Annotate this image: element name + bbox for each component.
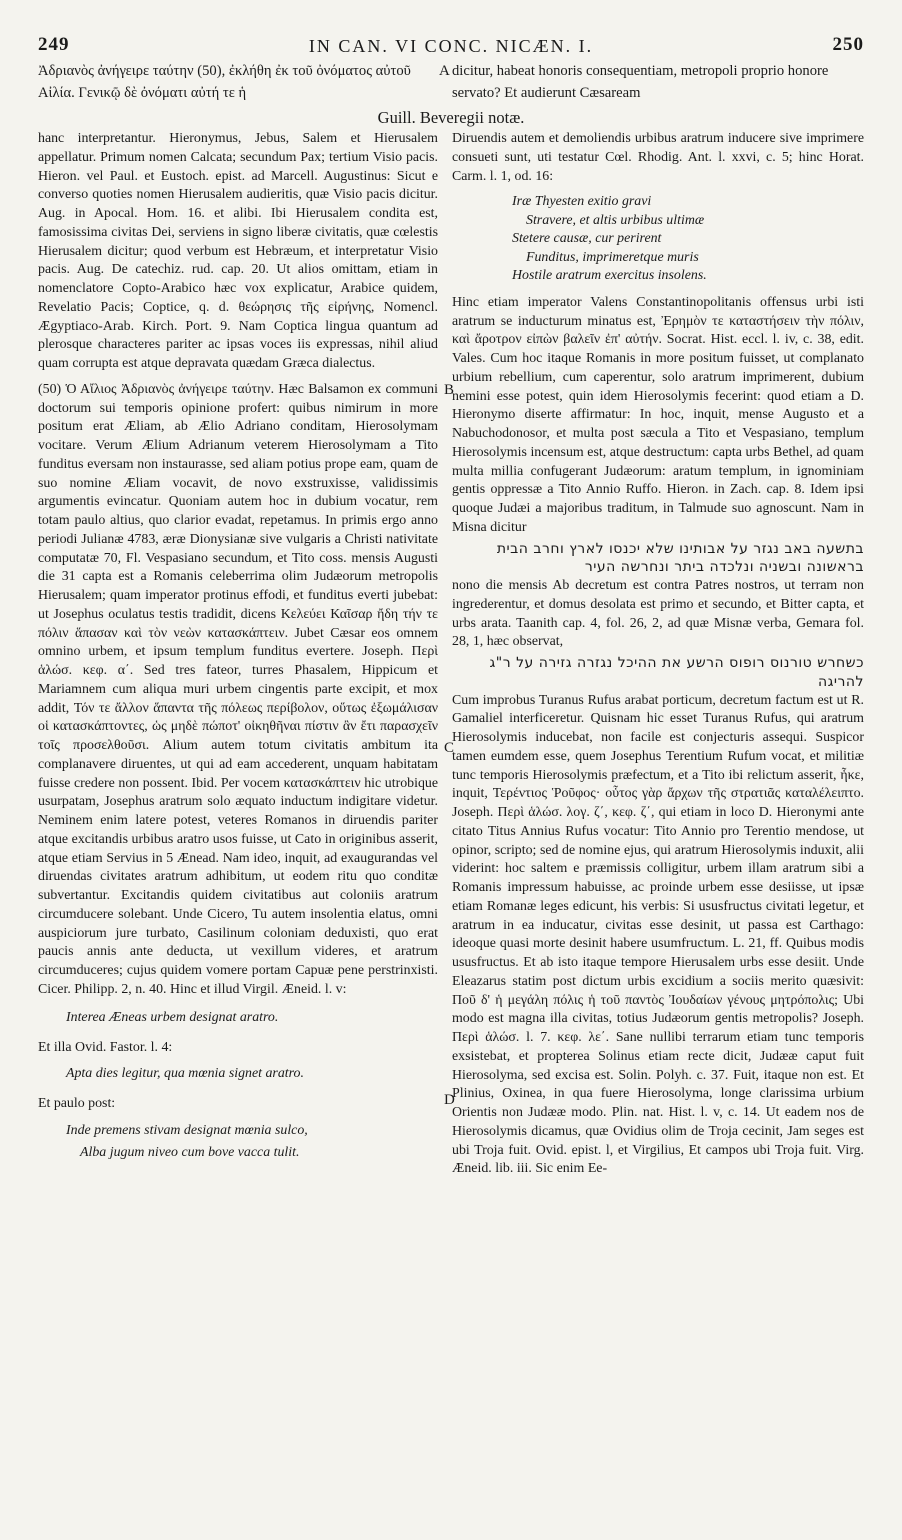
horace-verse (452, 193, 864, 286)
margin-letter-b: B (444, 382, 455, 398)
note-paragraph-1: hanc interpretantur. Hieronymus, Jebus, Salem et Hierusalem appellatur. Primum nomen Calcata; secundum Pax; tertium Visio pacis. Hieron. vel Paul. et Eustoch. epist. ad Marcell. Augustinus: Sicut e converso quoties nomen Hierusalem audieritis, quæ Visio pacis dicitur. Aug. in Apocal. Hom. 16. et alibi. Ibi Hierusalem condita est, famosissima civitas Dei, serviens in signo liberæ civitatis, quæ cœlestis Hierusalem dicitur; quod verbum est Hebræum, et interpretatur Visio pacis. Aug. De catechiz. rud. cap. 20. Ut alios omittam, etiam in nomenclatore Copto-Arabico hæc vox explicatur, Arabice quidem, Revelatio Pacis; Coptice, q. d. θεώρησις τῆς εἰρήνης, Nomencl. Ægyptiaco-Arab. Kirch. Port. 9. Nam Coptica lingua quantum ad plerosque characteres pariter ac ipsas voces iis expressas, nihil aliud quam corrupta est atque depravata quædam Græca dialectus. (38, 131, 438, 371)
ovid-lead: Et illa Ovid. Fastor. l. 4: (38, 1039, 173, 1055)
ovid-verse-2 (38, 1120, 438, 1164)
notes-columns (38, 130, 864, 1186)
notes-heading: Guill. Beveregii notæ. (377, 108, 525, 127)
canon-text-greek: Ἀδριανὸς ἀνήγειρε ταύτην (50), ἐκλήθη ἐκ τοῦ ὀνόματος αὐτοῦ Αἰλία. Γενικῷ δὲ ὀνόματι αὐτή τε ἡ (38, 63, 411, 101)
note-paragraph-rufus: Cum improbus Turanus Rufus arabat porticum, decretum factum est ut R. Gamaliel interficeretur. Quisnam hic esset Turanus Rufus, qui aratrum Hierosolymis inducebat, non facile est conjecturis assequi. Suspicor tamen eumdem esse, quem Josephus Terentium Rufum vocat, et militiæ tunc temporis Hierosolymis præfectum, et a Tito ibi relictum asserit, ἦκε, inquit, Τερέντιος Ῥοῦφος· οὗτος γὰρ ἄρχων τῆς στρατιᾶς καταλέλειπτο. Joseph. Περὶ ἁλώσ. λογ. ζ΄, κεφ. ζ΄, qui etiam in loco D. Hieronymi ante citato Titus Annius Rufus vocatur: Tito Annio pro Terentio mendose, ut opinor, scripto; sed de nomine ejus, qui aratrum Hierosolymis induxit, alii viderint: hoc saltem e præmissis colligitur, urbem illam aratrum sibi a Romanis impressum habuisse, ac proinde urbem esse desiisse, ut ipsæ etiam Romanæ leges edicunt, his verbis: Si ususfructus civitati legetur, et aratrum in ea inducatur, civitas esse desinit, ut passa est Carthago: ideoque quasi morte desinit habere usumfructum. L. 21, ff. Quibus modis ususfructus. Et ab isto itaque tempore Hierusalem urbs esse desiit. Unde Eleazarus statim post dictum urbis excidium a sociis merito quæsivit: Ποῦ δ' ἡ μεγάλη πόλις ἡ τοῦ παντὸς Ἰουδαίων γένους μητρόπολις; Ubi modo est magna illa civitas, totius Judæorum gentis metropolis? Joseph. Περὶ ἁλώσ. l. 7. κεφ. λε΄. Sane nullibi terrarum etiam tunc temporis exsistebat, et propterea Solinus etiam recte dicit, Judææ caput fuit Hierosolyma, sed excisa est. Solin. Polyh. c. 37. Fuit, itaque non est. Et Plinius, Oxinea, in qua fuere Hierosolyma, longe clarissima urbium Orientis non Judææ modo. Plin. nat. Hist. l. v, c. 14. Ut eadem nos de Hierosolymis dicamus, quæ Ovidius olim de Troja cecinit, Jam seges est ubi Troja fuit. Ovid. epist. l, et Virgilius, Et campos ubi Troja fuit. Virg. Æneid. lib. iii. Sic enim Ee- (452, 692, 864, 1177)
verse-line: Hostile aratrum exercitus insolens. (512, 268, 707, 284)
note-paragraph-50: (50) Ὁ Αἴλιος Ἀδριανὸς ἀνήγειρε ταύτην. Hæc Balsamon ex communi doctorum sui temporis opinione profert: quibus nimirum in more positum erat Æliam, ab Ælio Adriano conditam, Hierosolymam vocitare. Verum Ælium Adrianum veterem Hierosolymam a Tito funditus eversam non instaurasse, sed aliam potius prope eam, quam de suo nomine Æliam vocavit, de novo exstruxisse, validissimis argumentis evincatur. Quoniam autem hoc in dubium vocatur, rem totam paulo altius, quo clarior evadat, repetamus. In primis ergo anno periodi Julianæ 4783, æræ Dionysianæ sive vulgaris a Christi nativitate computatæ 70, Fl. Vespasiano secundum, et Tito coss. mensis Augusti die 31 capta est a Romanis celeberrima olim Judæorum metropolis Hierusalem; quam imperator protinus effodi, et funditus everti jubebat: ut Josephus oculatus testis tradidit, dicens Κελεύει Καῖσαρ ἤδη τήν τε πόλιν ἅπασαν καὶ τὸν νεὼν κατασκάπτειν. Jubet Cæsar eos omnem omnino urbem, et ipsum templum funditus evertere. Joseph. Περὶ ἁλώσ. κεφ. α΄. Sed tres fateor, turres Phasalem, Hippicum et Mariamnem cum aliqua muri urbem cingentis parte excipit, et mox addit, Τόν τε ἄλλον ἅπαντα τῆς πόλεως περίβολον, οὕτως ἐξωμάλισαν οἱ κατασκάπτοντες, ὡς μηδὲ πώποτ' οἰκηθῆναι πίστιν ἂν ἔτι παρασχεῖν τοῖς προσελθοῦσι. Alium autem totum civitatis ambitum ita complanavere diruentes, ut qui ad eam accederent, unquam habitatam fuisse credere non possent. Ibid. Per vocem κατασκάπτειν hic utrobique usurpatam, Josephus aratrum solo æquato inductum indigitare videtur. Neminem enim latere potest, veteres Romanos in diruendis pariter atque excitandis urbibus aratro usos fuisse, ut Cato in originibus asserit, atque etiam Servius in 5 Ænead. Nam ideo, inquit, ad exaugurandas vel diruendas civitates aratrum adhibitum, ut eodem ritu quo conditæ subvertantur. Excitandis quidem civitatibus aut coloniis aratrum circumducere solebant. Unde Cicero, Tu autem insolentia elatus, omni auspiciorum jure turbato, Casilinum coloniam deduxisti, quo erat paucis annis ante deducta, ut vexillum videres, et aratrum circumduceres; cujus quidem vomere portam Capuæ pene perstrinxisti. Cicer. Philipp. 2, n. 40. Hinc et illud Virgil. Æneid. l. v: (38, 381, 438, 997)
virgil-verse (38, 1007, 438, 1029)
running-header (38, 30, 864, 60)
left-column (38, 130, 438, 1186)
verse-line: Apta dies legitur, qua mœnia signet aratro. (66, 1066, 304, 1082)
verse-line: Iræ Thyesten exitio gravi (512, 194, 652, 210)
margin-letter-c: C (444, 740, 455, 756)
ovid-verse (38, 1063, 438, 1085)
note-paragraph-aratrum: Diruendis autem et demoliendis urbibus aratrum inducere sive imprimere consueti sunt, uti testatur Cœl. Rhodig. Ant. l. xxvi, c. 5; hinc Horat. Carm. l. 1, od. 16: (452, 131, 864, 184)
hebrew-quote-misna: בתשעה באב נגזר על אבותינו שלא יכנסו לארץ וחרב הבית בראשונה ובשניה ונלכדה ביתר ונחרשה העיר (496, 540, 864, 576)
verse-line: Funditus, imprimeretque muris (526, 249, 699, 265)
verse-line: Stravere, et altis urbibus ultimæ (526, 212, 705, 228)
verse-line: Stetere causæ, cur perirent (512, 231, 662, 247)
running-title: IN CAN. VI CONC. NICÆN. I. (308, 36, 594, 56)
canon-text (38, 60, 864, 104)
margin-letter-a: A (439, 63, 450, 79)
paulo-post-lead: Et paulo post: (38, 1096, 116, 1112)
note-paragraph-valens: Hinc etiam imperator Valens Constantinopolitanis offensus urbi isti aratrum se inducturum minatus est, Ἐρημὸν τε καταστήσειν τὴν πόλιν, καὶ ἄροτρον εἰπὼν βαλεῖν ἐπ' αὐτήν. Socrat. Hist. eccl. l. iv, c. 38, edit. Vales. Cum hoc itaque Romanis in more positum fuisset, ut complanato urbium rebellium, cum caperentur, solo aratrum imprimerent, dubium nemini esse potest, quin idem Hierosolymis fecerint: quod etiam a D. Hieronymo diserte affirmatur: In hoc, inquit, mense Augusto et a Nabuchodonosor, et multa post sæcula a Tito et Vespasiano, templum Hierosolymis incensum est, atque destructum: capta urbs Bethel, ad quam multa millia confugerant Judæorum: aratum templum, in ignominiam gentis oppressæ a Tito Annio Ruffo. Hieron. in Zach. cap. 8. Idem ipsi quoque Judæi a majoribus traditum, in Talmude suo agnoscunt. Nam in Misna dicitur (452, 294, 864, 535)
canon-text-latin: dicitur, habeat honoris consequentiam, metropoli proprio honore servato? Et audierunt Cæsaream (452, 63, 829, 101)
verse-line: Interea Æneas urbem designat aratro. (66, 1009, 279, 1025)
page-number-right: 250 (832, 34, 864, 55)
margin-letter-d: D (444, 1092, 455, 1108)
verse-line: Inde premens stivam designat mœnia sulco, (66, 1123, 308, 1138)
note-paragraph-taanith: nono die mensis Ab decretum est contra Patres nostros, ut terram non ingrederentur, et domus desolata est primo et secundo, et Bitter capta, et urbs arata. Taanith cap. 4, fol. 26, 2, ad quæ Misnæ verba, Gemara fol. 28, 1, hæc observat, (452, 578, 864, 650)
right-column (452, 130, 864, 1186)
hebrew-quote-gemara: כשחרש טורנוס רופוס הרשע את ההיכל נגזרה גזירה על ר"ג להריגה (489, 655, 864, 690)
page-number-left: 249 (38, 34, 70, 55)
verse-line: Alba jugum niveo cum bove vacca tulit. (80, 1145, 300, 1160)
